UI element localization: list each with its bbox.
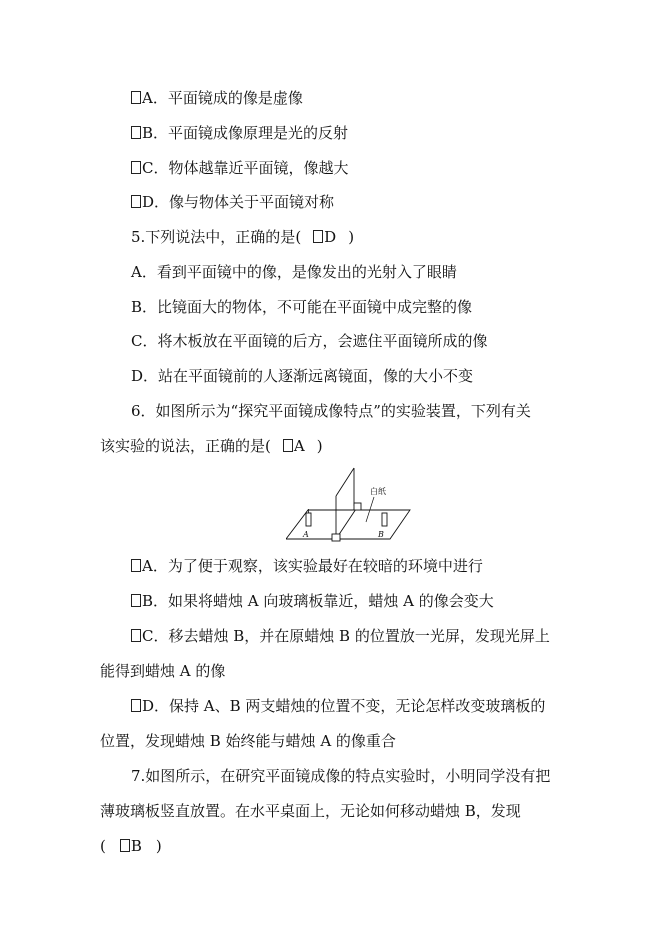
q5-stem: 5.下列说法中，正确的是( D ) bbox=[131, 228, 355, 246]
placeholder-box-icon bbox=[131, 161, 141, 174]
placeholder-box-icon bbox=[131, 594, 141, 607]
q5-option-b: B．比镜面大的物体，不可能在平面镜中成完整的像 bbox=[131, 298, 473, 316]
white-paper-leader-line bbox=[366, 497, 374, 522]
q7-answer: B bbox=[130, 837, 142, 855]
placeholder-box-icon bbox=[131, 559, 141, 572]
clamp-back bbox=[354, 503, 361, 510]
q6-option-a: A．为了便于观察，该实验最好在较暗的环境中进行 bbox=[131, 556, 483, 576]
q4-option-c: C．物体越靠近平面镜，像越大 bbox=[131, 158, 348, 178]
mirror-experiment-figure bbox=[286, 466, 414, 543]
placeholder-box-icon bbox=[120, 839, 130, 852]
placeholder-box-icon bbox=[131, 91, 141, 104]
q7-stem-line1: 7.如图所示，在研究平面镜成像的特点实验时，小明同学没有把 bbox=[131, 767, 551, 785]
white-paper-label: 白纸 bbox=[370, 487, 386, 496]
q7-stem-line2: 薄玻璃板竖直放置。在水平桌面上，无论如何移动蜡烛 B，发现 bbox=[100, 802, 521, 820]
q4-option-d: D．像与物体关于平面镜对称 bbox=[131, 192, 334, 212]
q6-stem-line2: 该实验的说法，正确的是( A ) bbox=[100, 437, 323, 455]
q5-option-a: A．看到平面镜中的像，是像发出的光射入了眼睛 bbox=[131, 263, 457, 281]
candle-b bbox=[382, 513, 387, 526]
glass-plate-top-edge bbox=[336, 468, 354, 496]
q6-option-d-line2: 位置，发现蜡烛 B 始终能与蜡烛 A 的像重合 bbox=[100, 732, 396, 750]
q4-option-b: B．平面镜成像原理是光的反射 bbox=[131, 123, 348, 143]
q6-stem-line1: 6．如图所示为“探究平面镜成像特点”的实验装置，下列有关 bbox=[131, 402, 531, 420]
q6-option-c-line1: C．移去蜡烛 B，并在原蜡烛 B 的位置放一光屏，发现光屏上 bbox=[131, 626, 550, 646]
candle-a bbox=[306, 513, 311, 526]
q7-answer-line: ( B ) bbox=[100, 837, 162, 855]
q6-option-c-line2: 能得到蜡烛 A 的像 bbox=[100, 662, 226, 680]
placeholder-box-icon bbox=[283, 439, 293, 452]
q5-answer: D bbox=[324, 228, 337, 246]
q4-option-a: A．平面镜成的像是虚像 bbox=[131, 88, 303, 108]
clamp-front bbox=[332, 534, 340, 541]
q6-answer: A bbox=[293, 437, 305, 455]
q6-option-d-line1: D．保持 A、B 两支蜡烛的位置不变，无论怎样改变玻璃板的 bbox=[131, 696, 545, 716]
placeholder-box-icon bbox=[131, 699, 141, 712]
q5-option-c: C．将木板放在平面镜的后方，会遮住平面镜所成的像 bbox=[131, 332, 488, 350]
placeholder-box-icon bbox=[131, 195, 141, 208]
q6-option-b: B．如果将蜡烛 A 向玻璃板靠近，蜡烛 A 的像会变大 bbox=[131, 591, 494, 611]
candle-b-label: B bbox=[378, 530, 384, 539]
placeholder-box-icon bbox=[131, 126, 141, 139]
placeholder-box-icon bbox=[131, 629, 141, 642]
mirror-experiment-diagram bbox=[286, 466, 414, 543]
placeholder-box-icon bbox=[313, 230, 323, 243]
q5-option-d: D．站在平面镜前的人逐渐远离镜面，像的大小不变 bbox=[131, 367, 474, 385]
candle-a-label: A bbox=[303, 530, 309, 539]
